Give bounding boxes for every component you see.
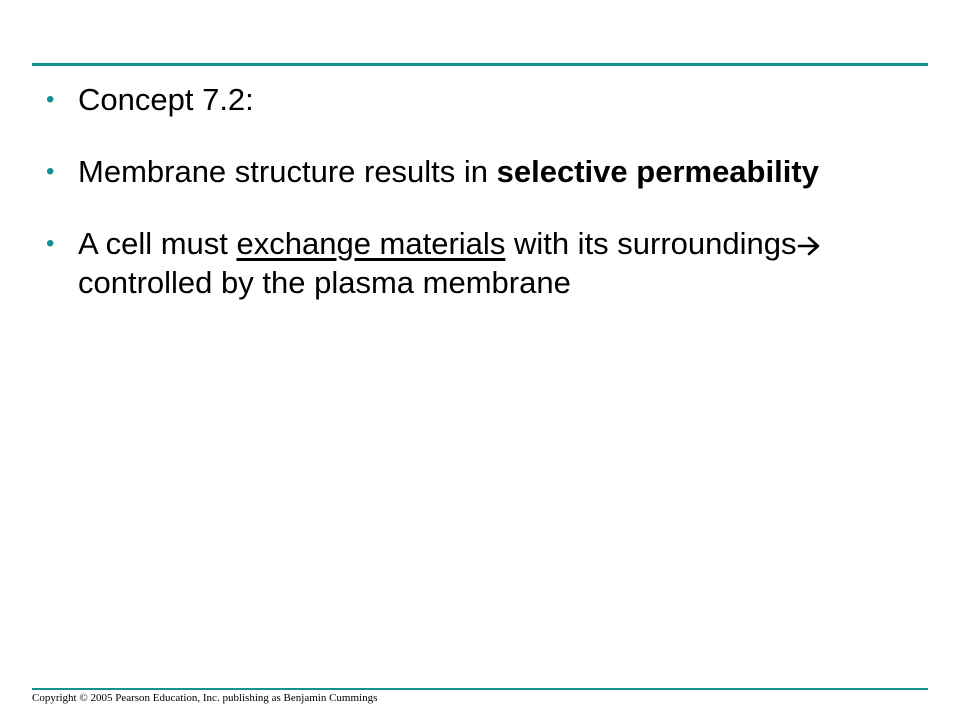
bottom-divider-line	[32, 688, 928, 690]
bullet-dot-icon: •	[46, 86, 55, 113]
bullet-text: A cell must	[78, 226, 237, 261]
bullet-text: Concept 7.2:	[78, 82, 254, 117]
bullet-list	[46, 80, 906, 335]
bullet-dot-icon: •	[46, 158, 55, 185]
bullet-text: Membrane structure results in	[78, 154, 497, 189]
underlined-term-exchange-materials: exchange materials	[236, 226, 506, 261]
bullet-item-concept	[46, 80, 906, 119]
top-divider-line	[32, 63, 928, 66]
bullet-item-membrane-structure	[46, 152, 906, 191]
right-arrow-icon	[797, 235, 821, 257]
bullet-dot-icon: •	[46, 230, 55, 257]
bold-term-selective-permeability: selective permeability	[496, 154, 819, 189]
bullet-text: controlled by the plasma membrane	[78, 265, 571, 300]
bullet-item-exchange-materials	[46, 224, 906, 302]
bullet-text: with its surroundings	[505, 226, 797, 261]
copyright-footer: Copyright © 2005 Pearson Education, Inc. publishing as Benjamin Cummings	[32, 692, 378, 704]
